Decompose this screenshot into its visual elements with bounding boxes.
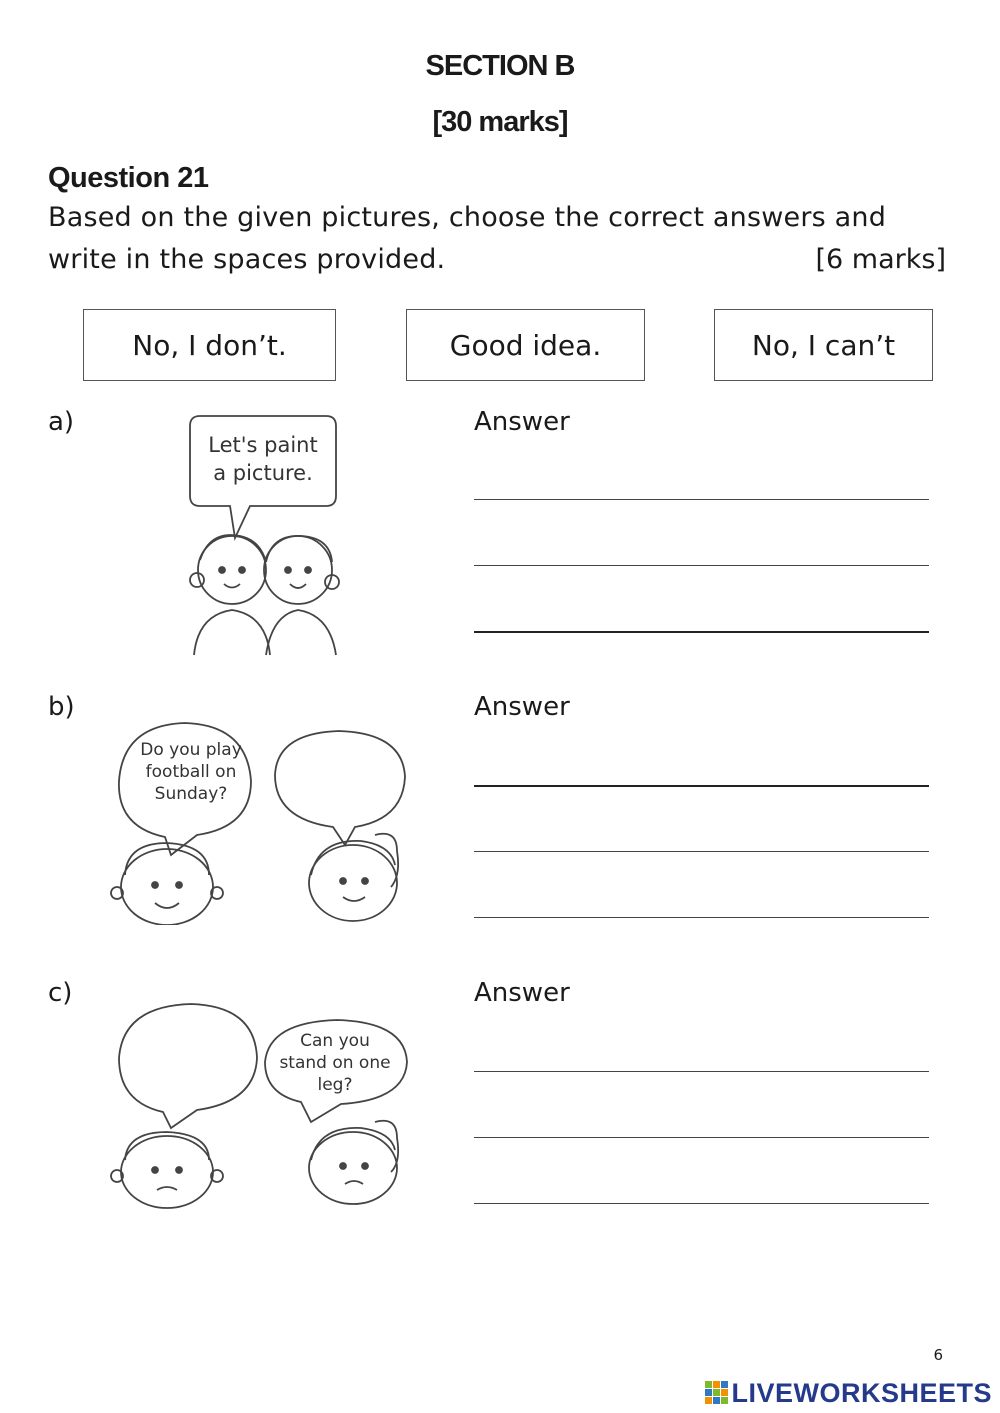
part-a-answer-label: Answer [474, 407, 570, 437]
speech-bubble-empty [275, 731, 405, 845]
answer-line[interactable] [474, 1203, 929, 1204]
part-a-label: a) [48, 407, 75, 437]
bubble-text-line: a picture. [213, 461, 313, 485]
option-text: Good idea. [449, 328, 602, 362]
part-c-answer-label: Answer [474, 978, 570, 1008]
option-text: No, I don’t. [132, 328, 287, 362]
section-title: SECTION B [425, 50, 575, 82]
liveworksheets-logo-icon [705, 1381, 729, 1405]
answer-line[interactable] [474, 917, 929, 918]
liveworksheets-logo [705, 1378, 992, 1408]
bubble-text-line: Do you play [140, 740, 242, 760]
section-marks: [30 marks] [432, 106, 568, 138]
girl-face-icon [309, 1132, 397, 1204]
question-title: Question 21 [48, 162, 209, 194]
option-box-3 [714, 309, 933, 381]
bubble-text-line: football on [145, 762, 237, 782]
part-b-label: b) [48, 692, 75, 722]
option-text: No, I can’t [751, 328, 896, 362]
part-c-label: c) [48, 978, 73, 1008]
instruction-line-2: write in the spaces provided. [48, 244, 446, 275]
option-box-1 [83, 309, 336, 381]
picture-boy-girl-football [105, 715, 415, 925]
picture-boy-girl-one-leg [105, 1000, 415, 1210]
answer-line[interactable] [474, 851, 929, 852]
bubble-text-line: Can you [300, 1031, 370, 1051]
question-marks: [6 marks] [815, 244, 946, 275]
answer-line[interactable] [474, 631, 929, 633]
answer-line[interactable] [474, 785, 929, 787]
boy-face-icon [121, 849, 213, 925]
speech-bubble-empty [119, 1004, 257, 1128]
bubble-text-line: Let's paint [208, 433, 318, 457]
bubble-text-line: stand on one [279, 1053, 391, 1073]
page-number: 6 [933, 1346, 943, 1364]
brand-name: LIVEWORKSHEETS [731, 1377, 992, 1408]
picture-two-girls [180, 410, 350, 660]
girl-face-icon [309, 845, 397, 921]
part-b-answer-label: Answer [474, 692, 570, 722]
instruction-line-1: Based on the given pictures, choose the correct answers and [48, 202, 887, 233]
option-box-2 [406, 309, 645, 381]
answer-line[interactable] [474, 565, 929, 566]
bubble-text-line: leg? [317, 1075, 353, 1095]
boy-face-icon [121, 1136, 213, 1208]
bubble-text-line: Sunday? [154, 784, 228, 804]
answer-line[interactable] [474, 499, 929, 500]
answer-line[interactable] [474, 1137, 929, 1138]
answer-line[interactable] [474, 1071, 929, 1072]
